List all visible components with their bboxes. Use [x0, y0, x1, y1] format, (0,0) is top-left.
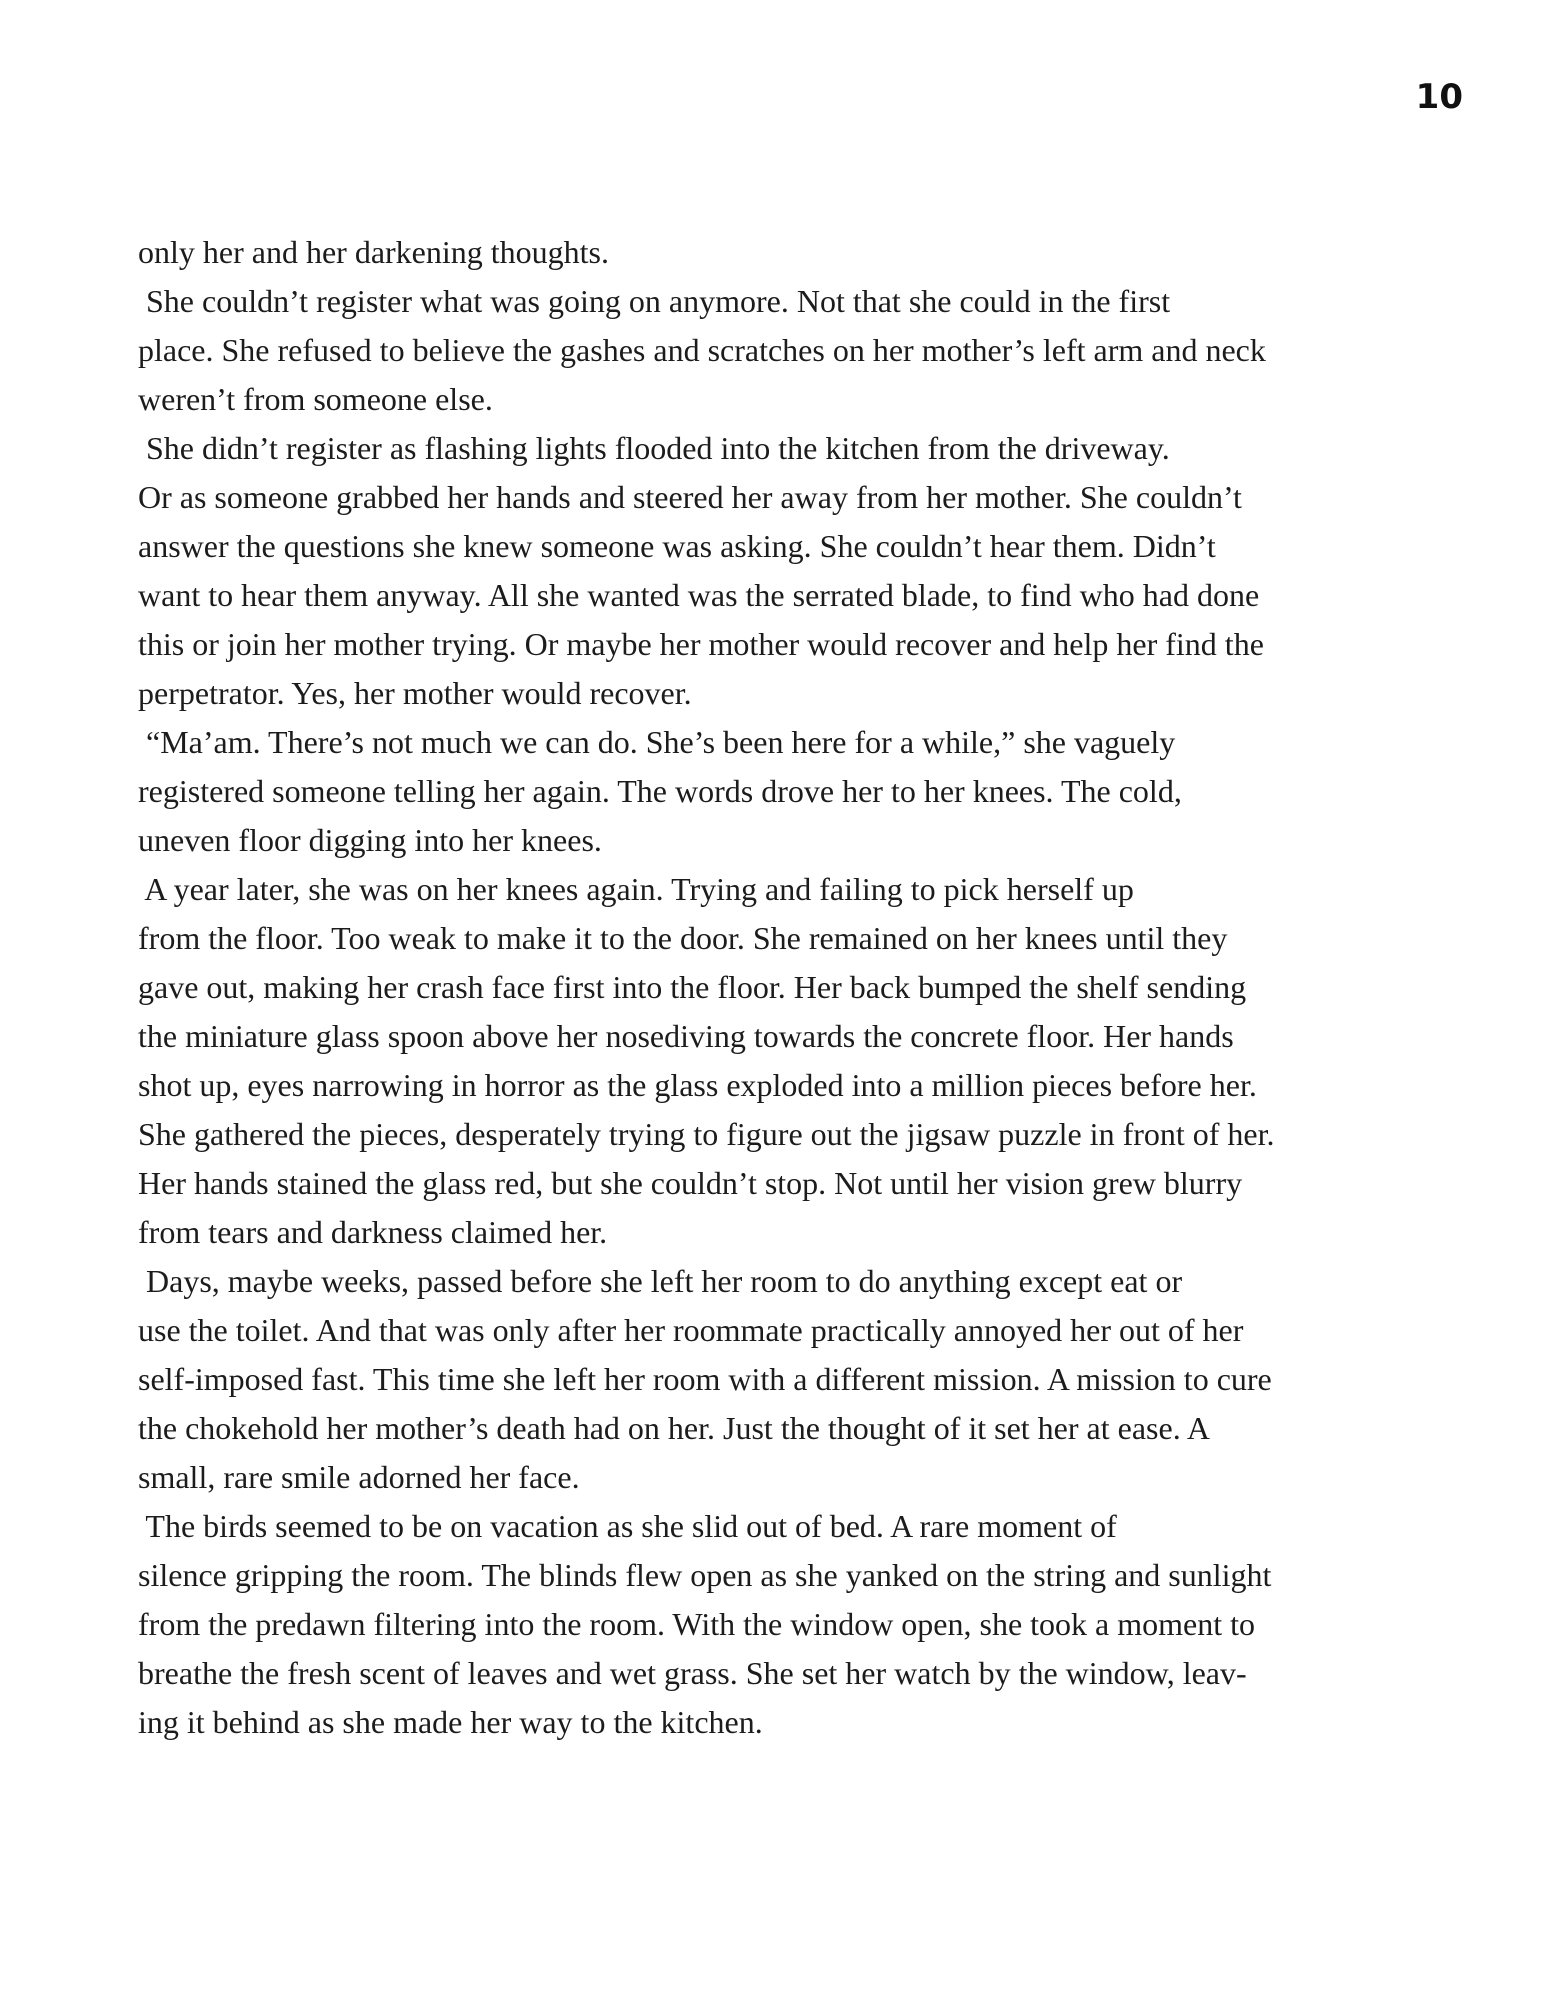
text-line: The birds seemed to be on vacation as she slid out of bed. A rare moment of: [138, 1508, 1117, 1544]
text-line: shot up, eyes narrowing in horror as the glass exploded into a million pieces before her.: [138, 1067, 1257, 1103]
text-line: A year later, she was on her knees again. Trying and failing to pick herself up: [138, 871, 1134, 907]
text-line: ing it behind as she made her way to the kitchen.: [138, 1704, 763, 1740]
text-line: only her and her darkening thoughts.: [138, 234, 609, 270]
text-line: uneven floor digging into her knees.: [138, 822, 602, 858]
text-line: “Ma’am. There’s not much we can do. She’s been here for a while,” she vaguely: [138, 724, 1176, 760]
text-line: use the toilet. And that was only after her roommate practically annoyed her out of her: [138, 1312, 1244, 1348]
text-line: breathe the fresh scent of leaves and wet grass. She set her watch by the window, leav-: [138, 1655, 1247, 1691]
text-line: the chokehold her mother’s death had on her. Just the thought of it set her at ease. A: [138, 1410, 1211, 1446]
text-line: this or join her mother trying. Or maybe her mother would recover and help her find the: [138, 626, 1264, 662]
text-line: want to hear them anyway. All she wanted was the serrated blade, to find who had done: [138, 577, 1260, 613]
text-line: the miniature glass spoon above her nosediving towards the concrete floor. Her hands: [138, 1018, 1234, 1054]
text-line: from the floor. Too weak to make it to the door. She remained on her knees until they: [138, 920, 1228, 956]
text-line: self-imposed fast. This time she left her room with a different mission. A mission to cure: [138, 1361, 1272, 1397]
text-line: from the predawn filtering into the room. With the window open, she took a moment to: [138, 1606, 1256, 1642]
text-line: gave out, making her crash face first into the floor. Her back bumped the shelf sending: [138, 969, 1247, 1005]
body-text: [138, 228, 1438, 1747]
text-line: She gathered the pieces, desperately trying to figure out the jigsaw puzzle in front of her.: [138, 1116, 1275, 1152]
text-line: She didn’t register as flashing lights flooded into the kitchen from the driveway.: [138, 430, 1170, 466]
text-line: from tears and darkness claimed her.: [138, 1214, 608, 1250]
text-line: weren’t from someone else.: [138, 381, 493, 417]
text-line: small, rare smile adorned her face.: [138, 1459, 580, 1495]
text-line: perpetrator. Yes, her mother would recover.: [138, 675, 692, 711]
text-line: silence gripping the room. The blinds flew open as she yanked on the string and sunlight: [138, 1557, 1272, 1593]
text-line: Her hands stained the glass red, but she couldn’t stop. Not until her vision grew blurry: [138, 1165, 1243, 1201]
text-line: place. She refused to believe the gashes and scratches on her mother’s left arm and neck: [138, 332, 1266, 368]
text-line: Or as someone grabbed her hands and steered her away from her mother. She couldn’t: [138, 479, 1242, 515]
text-line: answer the questions she knew someone was asking. She couldn’t hear them. Didn’t: [138, 528, 1216, 564]
text-line: Days, maybe weeks, passed before she left her room to do anything except eat or: [138, 1263, 1183, 1299]
page-number: 10: [1415, 77, 1463, 117]
text-line: She couldn’t register what was going on anymore. Not that she could in the first: [138, 283, 1171, 319]
text-line: registered someone telling her again. The words drove her to her knees. The cold,: [138, 773, 1182, 809]
